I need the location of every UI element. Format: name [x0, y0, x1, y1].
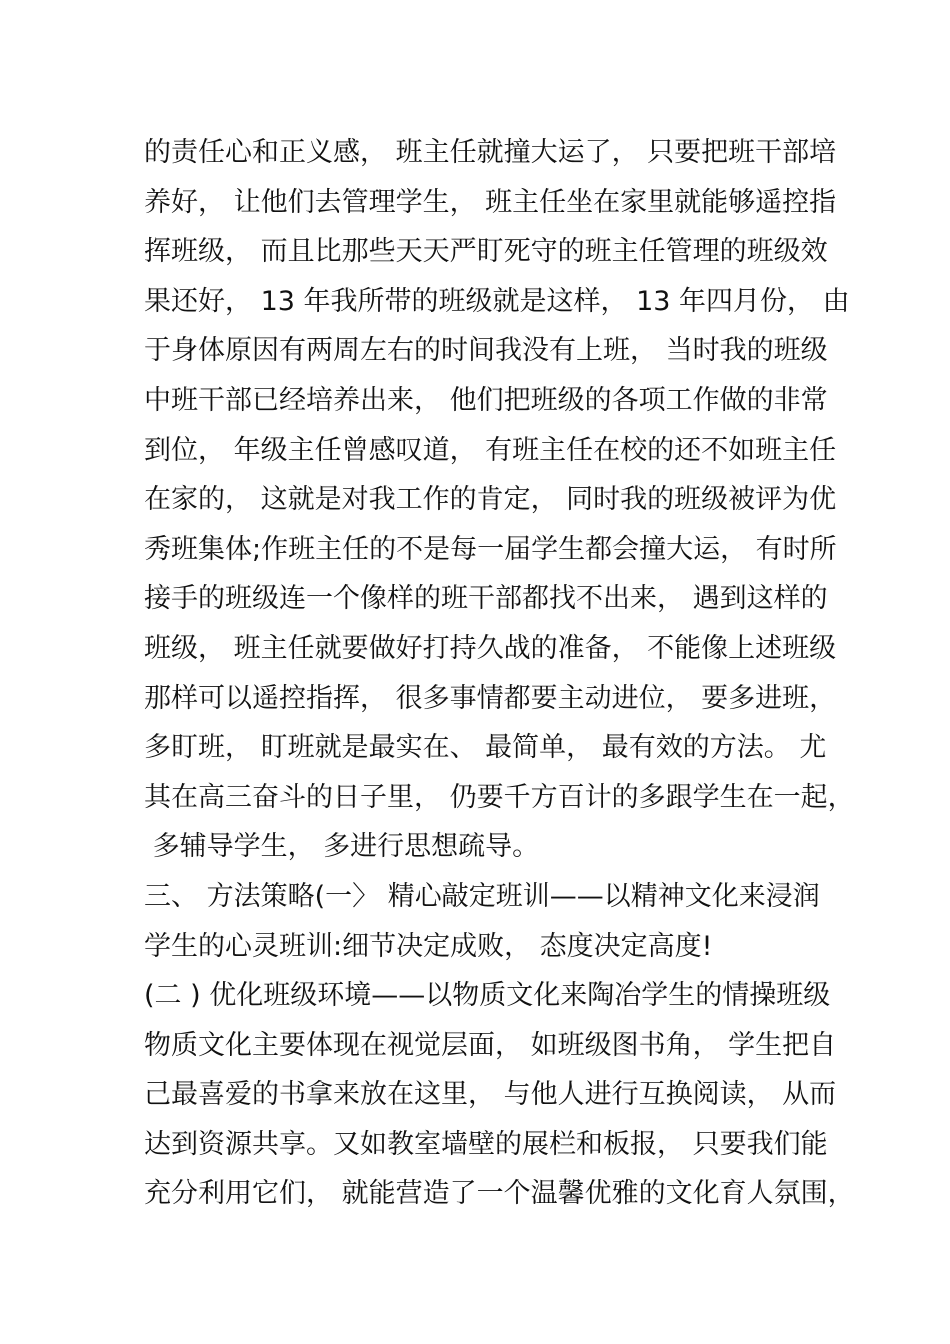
- text-line-7: 到位， 年级主任曾感叹道， 有班主任在校的还不如班主任: [144, 434, 837, 466]
- text-line-17: 学生的心灵班训:细节决定成败， 态度决定高度!: [144, 930, 713, 962]
- text-line-8: 在家的， 这就是对我工作的肯定， 同时我的班级被评为优: [144, 484, 837, 516]
- text-line-1: 的责任心和正义感， 班主任就撞大运了， 只要把班干部培: [144, 137, 837, 168]
- text-line-5: 于身体原因有两周左右的时间我没有上班， 当时我的班级: [144, 335, 828, 367]
- text-line-11: 班级， 班主任就要做好打持久战的准备， 不能像上述班级: [144, 632, 837, 664]
- text-line-9: 秀班集体;作班主任的不是每一届学生都会撞大运， 有时所: [144, 533, 837, 565]
- text-line-22: 充分利用它们， 就能营造了一个温馨优雅的文化育人氛围，: [144, 1178, 855, 1210]
- text-line-19: 物质文化主要体现在视觉层面， 如班级图书角， 学生把自: [144, 1029, 837, 1061]
- text-line-13: 多盯班， 盯班就是最实在、 最简单， 最有效的方法。 尤: [144, 732, 827, 764]
- text-line-20: 己最喜爱的书拿来放在这里， 与他人进行互换阅读， 从而: [144, 1079, 837, 1111]
- text-line-14: 其在高三奋斗的日子里， 仍要千方百计的多跟学生在一起，: [144, 781, 855, 813]
- text-line-6: 中班干部已经培养出来， 他们把班级的各项工作做的非常: [144, 384, 828, 416]
- section-heading-strategies: 三、 方法策略(一〉 精心敲定班训——以精神文化来浸润: [144, 880, 820, 912]
- text-line-4: 果还好， 13 年我所带的班级就是这样， 13 年四月份， 由: [144, 285, 850, 317]
- subsection-heading-environment: (二 ) 优化班级环境——以物质文化来陶冶学生的情操班级: [144, 980, 831, 1012]
- text-line-2: 养好， 让他们去管理学生， 班主任坐在家里就能够遥控指: [144, 186, 837, 218]
- text-line-3: 挥班级， 而且比那些天天严盯死守的班主任管理的班级效: [144, 236, 828, 268]
- text-line-12: 那样可以遥控指挥， 很多事情都要主动进位， 要多进班，: [144, 682, 837, 714]
- text-line-21: 达到资源共享。又如教室墙壁的展栏和板报， 只要我们能: [144, 1128, 828, 1160]
- text-line-15: 多辅导学生， 多进行思想疏导。: [144, 831, 540, 863]
- text-line-10: 接手的班级连一个像样的班干部都找不出来， 遇到这样的: [144, 583, 828, 615]
- document-body: [144, 128, 855, 1219]
